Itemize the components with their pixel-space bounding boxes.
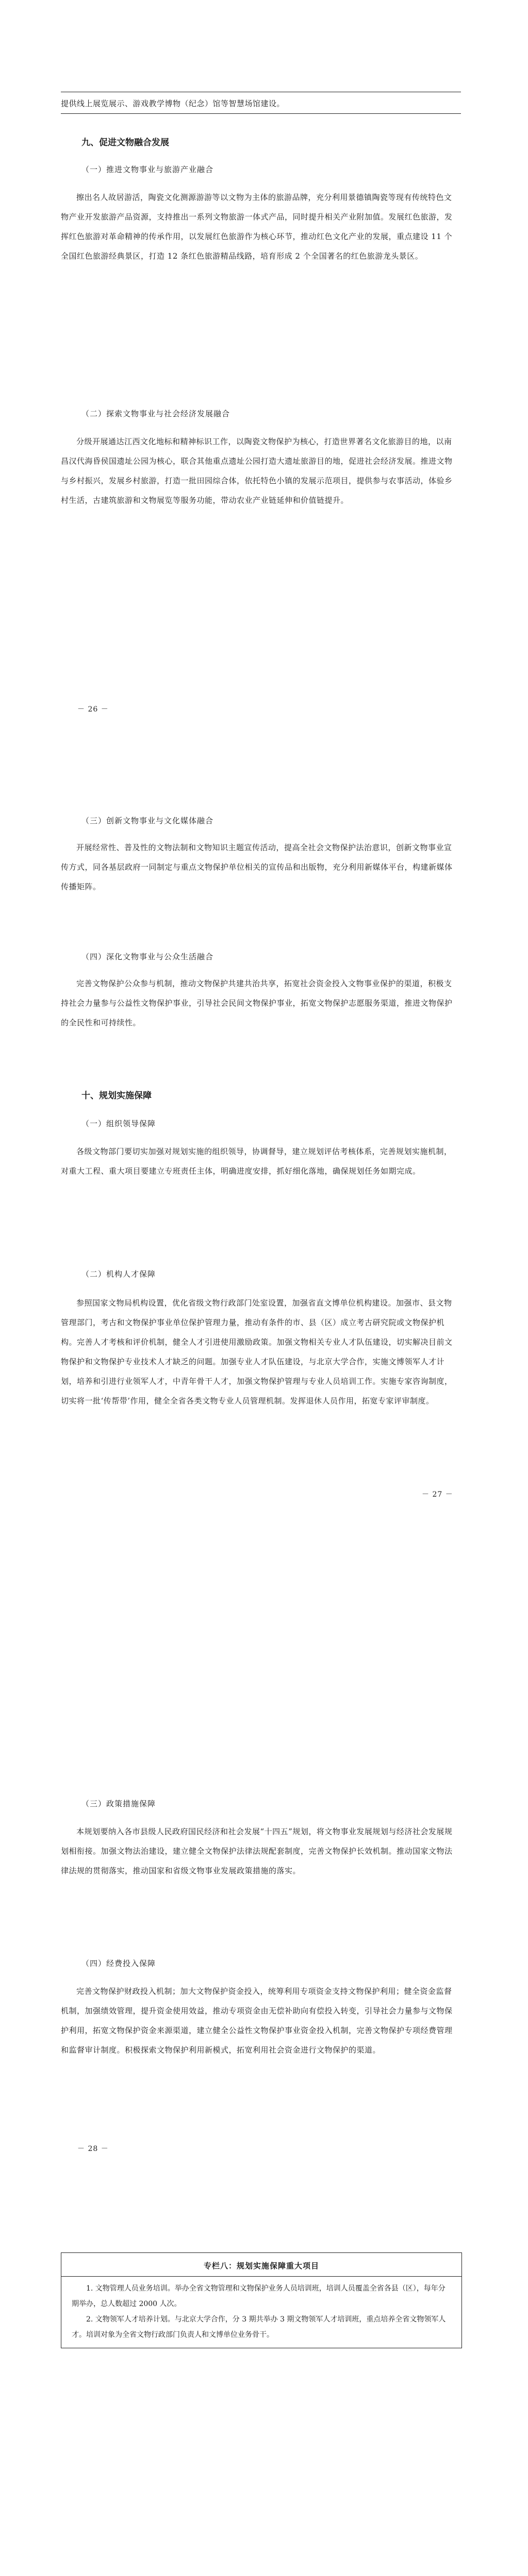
section10-sub2-text: 参照国家文物局机构设置，优化省级文物行政部门处室设置，加强省直文博单位机构建设。加强市、县文物管理部门，考古和文物保护事业单位保护管理力量，推动有条件的市、县（区）成立考古研究院或文物保护机构。完善人才考核和评价机制，健全人才引进使用激励政策。加强文物相关专业人才队伍建设，切实解决目前文物保护和文物保护专业技术人才缺乏的问题。加强专业人才队伍建设，与北京大学合作，实施文博领军人才计划，培养和引进行业领军人才，中青年骨干人才，加强文物保护管理与专业人员培训工作。实施专家咨询制度，切实将一批‘传帮带’作用，健全全省各类文物专业人员管理机制。发挥退休人员作用，拓宽专家评审制度。 (61, 1298, 453, 1405)
section9-sub3-text: 开展经常性、普及性的文物法制和文物知识主题宣传活动，提高全社会文物保护法治意识，创新文物事业宣传方式，同各基层政府一同制定与重点文物保护单位相关的宣传品和出版物，充分利用新媒体平台，构建新媒体传播矩阵。 (61, 843, 453, 891)
project-box-item-2: 2. 文物领军人才培养计划。与北京大学合作，分 3 期共举办 3 期文物领军人才培训班，重点培养全省文物领军人才。培训对象为全省文物行政部门负责人和文博单位业务骨干。 (72, 2315, 446, 2339)
section9-sub1-text: 擦出名人故居游活，陶瓷文化测源游游等以文物为主体的旅游品牌，充分利用景德镇陶瓷等现有传统特色文物产业开发旅游产品资源，支持推出一系列文物旅游一体式产品，同时提升相关产业附加值。发展红色旅游，发挥红色旅游对革命精神的传承作用，以发展红色旅游作为核心环节，推动红色文化产业的发展，重点建设 11 个全国红色旅游经典景区，打造 12 条红色旅游精品线路，培育形成 2 个全国著名的红色旅游龙头景区。 (61, 193, 453, 261)
section10-sub3-text: 本规划要纳入各市县级人民政府国民经济和社会发展“十四五”规划，将文物事业发展规划与经济社会发展规划相衔接。加强文物法治建设，建立健全文物保护法律法规配套制度，完善文物保护长效机制。推动国家文物法律法规的贯彻落实，推动国家和省级文物事业发展政策措施的落实。 (61, 1827, 453, 1875)
section10-sub3-title: （三）政策措施保障 (81, 1799, 156, 1808)
section10-sub4-title: （四）经费投入保障 (81, 1959, 156, 1968)
section9-sub4-text: 完善文物保护公众参与机制，推动文物保护共建共治共享，拓宽社会资金投入文物事业保护的渠道，积极支持社会力量参与公益性文物保护事业，引导社会民间文物保护事业，拓宽文物保护志愿服务渠道，推进文物保护的全民性和可持续性。 (61, 979, 453, 1027)
section9-title: 九、促进文物融合发展 (81, 138, 169, 148)
page-number-27: － 27 － (422, 1490, 453, 1499)
top-rule-bottom (61, 113, 461, 114)
section10-sub4-text: 完善文物保护财政投入机制；加大文物保护资金投入，统筹利用专项资金支持文物保护利用；健全资金监督机制，加强绩效管理，提升资金使用效益，推动专项资金由无偿补助向有偿投入转变，引导社会力量参与文物保护利用，拓宽文物保护资金来源渠道，建立健全公益性文物保护事业资金投入机制，完善文物保护专项经费管理和监督审计制度。积极探索文物保护利用新模式，拓宽利用社会资金进行文物保护的渠道。 (61, 1987, 453, 2055)
project-box-title: 专栏八：规划实施保障重大项目 (203, 2261, 319, 2270)
section9-sub2-text: 分级开展通达江西文化地标和精神标识工作，以陶瓷文物保护为核心，打造世界著名文化旅游目的地，以南昌汉代海昏侯国遗址公园为核心，联合其他重点遗址公园打造大遗址旅游目的地，促进社会经济发展。推进文物与乡村振兴，发展乡村旅游，打造一批田园综合体，依托特色小镇的发展示范项目，提供参与农事活动，体验乡村生活，古建筑旅游和文物展览等服务功能，带动农业产业链延伸和价值链提升。 (61, 437, 453, 505)
section9-sub1-title: （一）推进文物事业与旅游产业融合 (81, 165, 214, 174)
section9-sub3-title: （三）创新文物事业与文化媒体融合 (81, 816, 214, 825)
section10-sub1-text: 各级文物部门要切实加强对规划实施的组织领导，协调督导，建立规划评估考核体系，完善规划实施机制，对重大工程、重大项目要建立专班责任主体，明确进度安排，抓好细化落地，确保规划任务如期完成。 (61, 1147, 452, 1176)
page-number-28: － 28 － (77, 2145, 109, 2153)
project-box-item-1: 1. 文物管理人员业务培训。举办全省文物管理和文物保护业务人员培训班，培训人员覆盖全省各县（区），每年分期举办，总人数超过 2000 人次。 (72, 2284, 446, 2308)
section10-sub1-title: （一）组织领导保障 (81, 1119, 156, 1128)
section10-title: 十、规划实施保障 (81, 1091, 152, 1101)
section9-sub2-title: （二）探索文物事业与社会经济发展融合 (81, 409, 230, 418)
section10-sub2-title: （二）机构人才保障 (81, 1269, 156, 1279)
section9-sub4-title: （四）深化文物事业与公众生活融合 (81, 952, 214, 961)
page-number-26: － 26 － (77, 705, 109, 714)
project-box (61, 2252, 462, 2348)
project-box-divider (61, 2276, 461, 2277)
top-note: 提供线上展览展示、游戏教学博物（纪念）馆等智慧场馆建设。 (61, 99, 285, 108)
